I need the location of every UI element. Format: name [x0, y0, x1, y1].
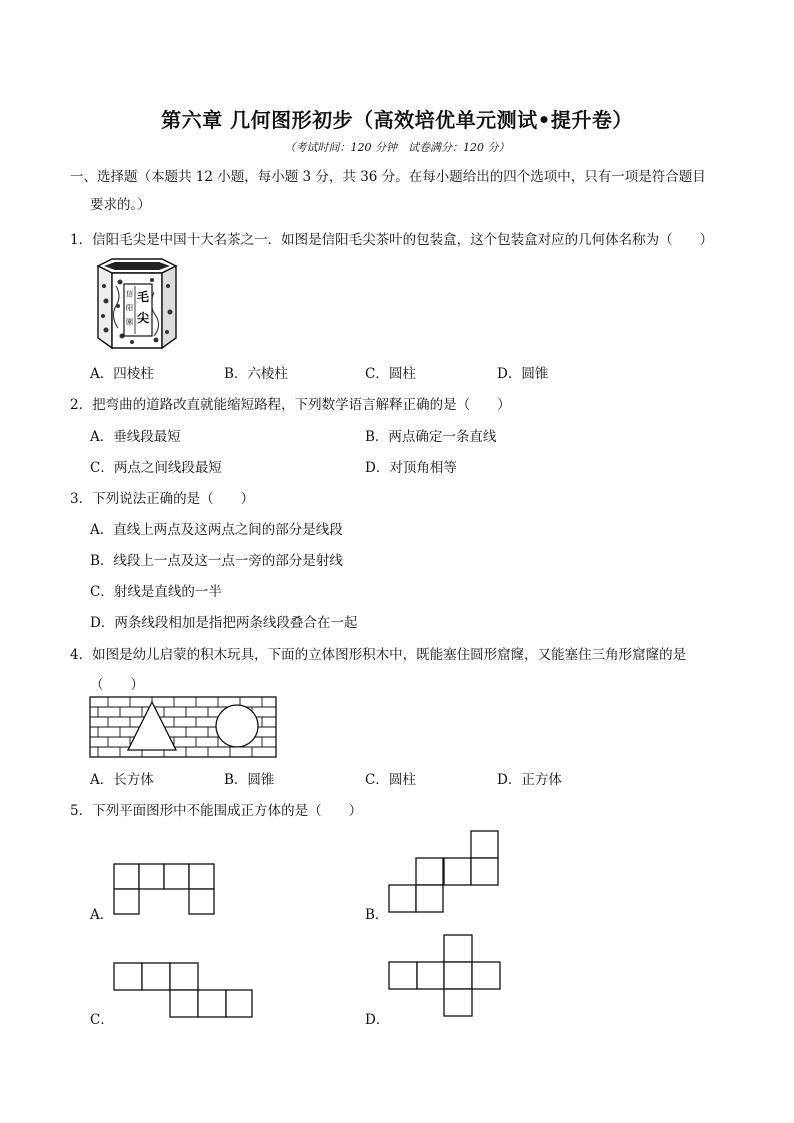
q4-option-b: B．圆锥 — [224, 772, 275, 788]
box-char-yang: 阳 — [126, 304, 133, 312]
tea-box-figure — [90, 256, 184, 354]
box-char-xin: 信 — [126, 290, 133, 298]
q2-option-b: B．两点确定一条直线 — [365, 429, 497, 445]
question-2-stem: 2．把弯曲的道路改直就能缩短路程，下列数学语言解释正确的是（ ） — [70, 397, 511, 413]
q1-option-b: B．六棱柱 — [224, 366, 288, 382]
box-char-yuan: 園 — [126, 318, 133, 326]
q4-option-c: C．圆柱 — [365, 772, 416, 788]
q1-option-d: D．圆锥 — [497, 366, 549, 382]
q5-option-b: B． — [365, 907, 389, 923]
q5-option-c: C． — [90, 1012, 114, 1028]
net-c-figure — [112, 961, 254, 1019]
q3-option-c: C．射线是直线的一半 — [90, 584, 222, 600]
q3-option-d: D．两条线段相加是指把两条线段叠合在一起 — [90, 615, 358, 631]
block-toy-figure — [90, 697, 276, 757]
question-3-stem: 3．下列说法正确的是（ ） — [70, 491, 255, 507]
q2-option-a: A．垂线段最短 — [90, 429, 181, 445]
page-title: 第六章 几何图形初步（高效培优单元测试•提升卷） — [161, 108, 633, 132]
q3-option-b: B．线段上一点及这一点一旁的部分是射线 — [90, 553, 343, 569]
q2-option-d: D．对顶角相等 — [365, 460, 457, 476]
q4-option-a: A．长方体 — [90, 772, 154, 788]
question-5-stem: 5．下列平面图形中不能围成正方体的是（ ） — [70, 803, 363, 819]
question-4-stem: 4．如图是幼儿启蒙的积木玩具，下面的立体图形积木中，既能塞住圆形窟窿，又能塞住三角形窟窿的是 — [70, 647, 687, 663]
net-b-figure — [387, 829, 501, 916]
question-1-stem: 1．信阳毛尖是中国十大名茶之一．如图是信阳毛尖茶叶的包装盒，这个包装盒对应的几何体名称为（ ） — [70, 232, 714, 248]
section-heading-line1: 一、选择题（本题共 12 小题，每小题 3 分，共 36 分。在每小题给出的四个选项中，只有一项是符合题目 — [70, 169, 706, 185]
q5-option-d: D． — [365, 1012, 390, 1028]
q2-option-c: C．两点之间线段最短 — [90, 460, 222, 476]
q3-option-a: A．直线上两点及这两点之间的部分是线段 — [90, 522, 343, 538]
q1-option-c: C．圆柱 — [365, 366, 416, 382]
net-d-figure — [387, 933, 503, 1019]
q5-option-a: A． — [90, 907, 114, 923]
q1-option-a: A．四棱柱 — [90, 366, 154, 382]
box-char-jian: 尖 — [136, 311, 150, 325]
exam-info: （考试时间：120 分钟 试卷满分：120 分） — [284, 141, 510, 154]
box-char-mao: 毛 — [136, 290, 150, 304]
q4-option-d: D．正方体 — [497, 772, 562, 788]
net-a-figure — [112, 862, 216, 916]
section-heading-line2: 要求的。） — [90, 197, 151, 213]
question-4-stem-blank: （ ） — [90, 677, 144, 693]
